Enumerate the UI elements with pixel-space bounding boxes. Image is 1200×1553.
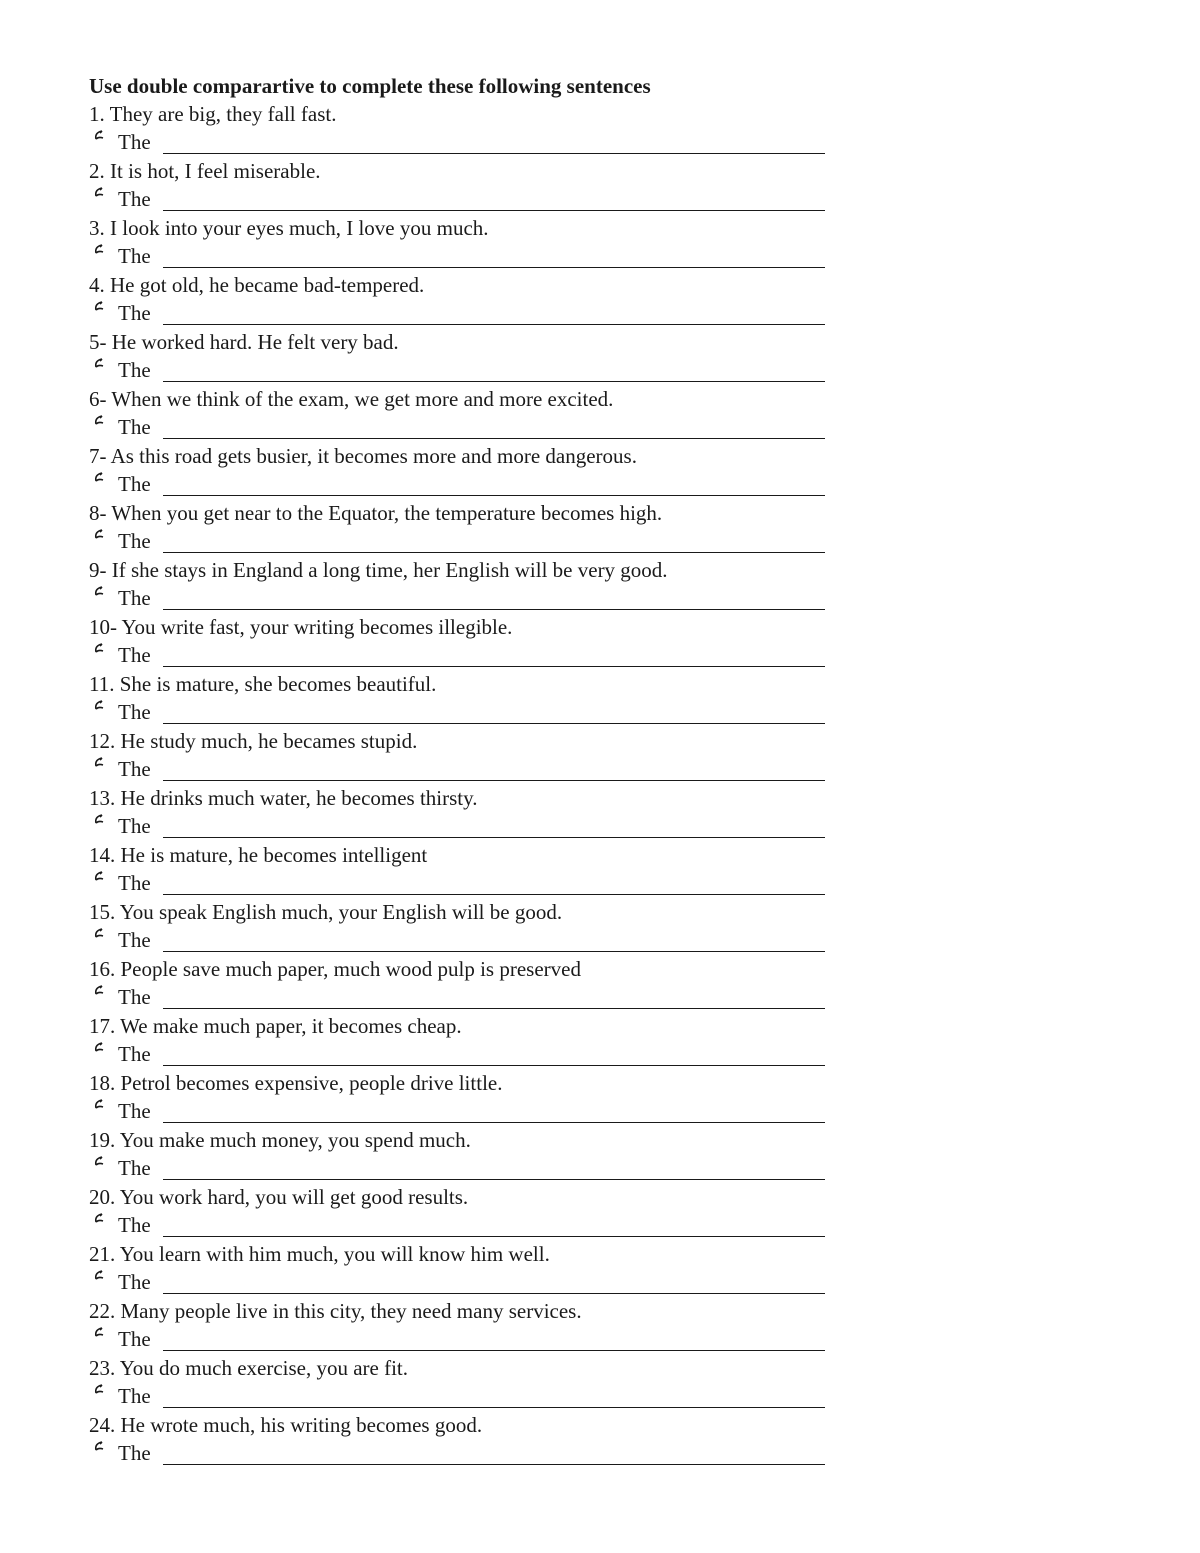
answer-starter: The <box>118 244 151 268</box>
exercise-prompt: 12. He study much, he becames stupid. <box>89 729 418 753</box>
exercise-prompt: 22. Many people live in this city, they need many services. <box>89 1299 582 1323</box>
answer-blank[interactable] <box>163 1464 825 1465</box>
answer-blank[interactable] <box>163 1008 825 1009</box>
worksheet <box>89 72 829 1468</box>
checkmark-bullet-icon <box>93 1098 105 1118</box>
checkmark-bullet-icon <box>93 1269 105 1289</box>
exercise-prompt: 23. You do much exercise, you are fit. <box>89 1356 409 1380</box>
checkmark-bullet-icon <box>93 642 105 662</box>
exercise-prompt: 9- If she stays in England a long time, her English will be very good. <box>89 558 668 582</box>
answer-starter: The <box>118 1270 151 1294</box>
exercise-prompt: 13. He drinks much water, he becomes thirsty. <box>89 786 478 810</box>
answer-starter: The <box>118 643 151 667</box>
exercise-item <box>89 1240 829 1297</box>
checkmark-bullet-icon <box>93 357 105 377</box>
answer-starter: The <box>118 1156 151 1180</box>
answer-blank[interactable] <box>163 153 825 154</box>
answer-blank[interactable] <box>163 324 825 325</box>
exercise-item <box>89 442 829 499</box>
answer-starter: The <box>118 358 151 382</box>
checkmark-bullet-icon <box>93 414 105 434</box>
answer-blank[interactable] <box>163 1179 825 1180</box>
answer-starter: The <box>118 814 151 838</box>
answer-line <box>89 413 829 442</box>
answer-line <box>89 1382 829 1411</box>
checkmark-bullet-icon <box>93 585 105 605</box>
exercise-item <box>89 100 829 157</box>
exercise-list <box>89 100 829 1468</box>
checkmark-bullet-icon <box>93 927 105 947</box>
answer-blank[interactable] <box>163 1122 825 1123</box>
answer-starter: The <box>118 1327 151 1351</box>
checkmark-bullet-icon <box>93 1383 105 1403</box>
exercise-item <box>89 499 829 556</box>
answer-starter: The <box>118 757 151 781</box>
answer-starter: The <box>118 130 151 154</box>
checkmark-bullet-icon <box>93 813 105 833</box>
answer-starter: The <box>118 187 151 211</box>
checkmark-bullet-icon <box>93 300 105 320</box>
answer-line <box>89 242 829 271</box>
answer-blank[interactable] <box>163 381 825 382</box>
answer-starter: The <box>118 586 151 610</box>
answer-blank[interactable] <box>163 894 825 895</box>
exercise-prompt: 18. Petrol becomes expensive, people drive little. <box>89 1071 503 1095</box>
answer-line <box>89 1325 829 1354</box>
answer-starter: The <box>118 301 151 325</box>
exercise-item <box>89 784 829 841</box>
exercise-item <box>89 898 829 955</box>
exercise-item <box>89 1411 829 1468</box>
exercise-prompt: 19. You make much money, you spend much. <box>89 1128 471 1152</box>
exercise-item <box>89 1012 829 1069</box>
checkmark-bullet-icon <box>93 984 105 1004</box>
exercise-prompt: 2. It is hot, I feel miserable. <box>89 159 321 183</box>
answer-line <box>89 983 829 1012</box>
answer-line <box>89 755 829 784</box>
exercise-prompt: 24. He wrote much, his writing becomes good. <box>89 1413 483 1437</box>
checkmark-bullet-icon <box>93 1440 105 1460</box>
exercise-item <box>89 955 829 1012</box>
answer-blank[interactable] <box>163 609 825 610</box>
checkmark-bullet-icon <box>93 528 105 548</box>
answer-line <box>89 584 829 613</box>
answer-line <box>89 926 829 955</box>
checkmark-bullet-icon <box>93 471 105 491</box>
exercise-item <box>89 214 829 271</box>
exercise-prompt: 7- As this road gets busier, it becomes more and more dangerous. <box>89 444 637 468</box>
exercise-prompt: 6- When we think of the exam, we get more and more excited. <box>89 387 614 411</box>
answer-blank[interactable] <box>163 780 825 781</box>
answer-starter: The <box>118 700 151 724</box>
answer-starter: The <box>118 928 151 952</box>
checkmark-bullet-icon <box>93 1155 105 1175</box>
answer-blank[interactable] <box>163 723 825 724</box>
exercise-prompt: 5- He worked hard. He felt very bad. <box>89 330 399 354</box>
worksheet-title: Use double comparartive to complete these following sentences <box>89 74 651 98</box>
answer-blank[interactable] <box>163 1293 825 1294</box>
answer-starter: The <box>118 985 151 1009</box>
answer-starter: The <box>118 1099 151 1123</box>
checkmark-bullet-icon <box>93 186 105 206</box>
exercise-item <box>89 1069 829 1126</box>
answer-blank[interactable] <box>163 837 825 838</box>
answer-starter: The <box>118 529 151 553</box>
exercise-item <box>89 613 829 670</box>
exercise-item <box>89 328 829 385</box>
answer-line <box>89 185 829 214</box>
answer-starter: The <box>118 1213 151 1237</box>
answer-line <box>89 641 829 670</box>
answer-blank[interactable] <box>163 951 825 952</box>
exercise-prompt: 4. He got old, he became bad-tempered. <box>89 273 425 297</box>
exercise-prompt: 10- You write fast, your writing becomes illegible. <box>89 615 513 639</box>
checkmark-bullet-icon <box>93 1212 105 1232</box>
answer-blank[interactable] <box>163 1407 825 1408</box>
exercise-prompt: 15. You speak English much, your English will be good. <box>89 900 563 924</box>
exercise-prompt: 17. We make much paper, it becomes cheap. <box>89 1014 462 1038</box>
answer-blank[interactable] <box>163 1350 825 1351</box>
answer-line <box>89 1154 829 1183</box>
exercise-item <box>89 1126 829 1183</box>
answer-line <box>89 128 829 157</box>
checkmark-bullet-icon <box>93 129 105 149</box>
answer-blank[interactable] <box>163 552 825 553</box>
exercise-item <box>89 670 829 727</box>
exercise-prompt: 3. I look into your eyes much, I love you much. <box>89 216 489 240</box>
checkmark-bullet-icon <box>93 699 105 719</box>
answer-line <box>89 812 829 841</box>
answer-starter: The <box>118 1441 151 1465</box>
answer-blank[interactable] <box>163 438 825 439</box>
checkmark-bullet-icon <box>93 243 105 263</box>
exercise-item <box>89 841 829 898</box>
answer-starter: The <box>118 415 151 439</box>
checkmark-bullet-icon <box>93 1326 105 1346</box>
exercise-prompt: 11. She is mature, she becomes beautiful. <box>89 672 437 696</box>
answer-line <box>89 1040 829 1069</box>
answer-line <box>89 1268 829 1297</box>
exercise-item <box>89 157 829 214</box>
exercise-prompt: 21. You learn with him much, you will know him well. <box>89 1242 550 1266</box>
answer-blank[interactable] <box>163 666 825 667</box>
exercise-item <box>89 271 829 328</box>
answer-line <box>89 869 829 898</box>
answer-blank[interactable] <box>163 495 825 496</box>
answer-blank[interactable] <box>163 210 825 211</box>
answer-blank[interactable] <box>163 1065 825 1066</box>
exercise-item <box>89 1297 829 1354</box>
checkmark-bullet-icon <box>93 870 105 890</box>
exercise-prompt: 20. You work hard, you will get good results. <box>89 1185 469 1209</box>
answer-starter: The <box>118 1384 151 1408</box>
checkmark-bullet-icon <box>93 756 105 776</box>
answer-line <box>89 527 829 556</box>
answer-starter: The <box>118 472 151 496</box>
answer-line <box>89 1439 829 1468</box>
checkmark-bullet-icon <box>93 1041 105 1061</box>
exercise-item <box>89 727 829 784</box>
answer-line <box>89 356 829 385</box>
answer-blank[interactable] <box>163 267 825 268</box>
exercise-prompt: 14. He is mature, he becomes intelligent <box>89 843 428 867</box>
answer-starter: The <box>118 1042 151 1066</box>
exercise-item <box>89 556 829 613</box>
answer-line <box>89 698 829 727</box>
answer-starter: The <box>118 871 151 895</box>
exercise-item <box>89 1354 829 1411</box>
exercise-prompt: 8- When you get near to the Equator, the temperature becomes high. <box>89 501 663 525</box>
answer-line <box>89 1097 829 1126</box>
exercise-prompt: 16. People save much paper, much wood pulp is preserved <box>89 957 581 981</box>
answer-line <box>89 1211 829 1240</box>
exercise-item <box>89 1183 829 1240</box>
exercise-prompt: 1. They are big, they fall fast. <box>89 102 337 126</box>
answer-line <box>89 299 829 328</box>
answer-line <box>89 470 829 499</box>
exercise-item <box>89 385 829 442</box>
answer-blank[interactable] <box>163 1236 825 1237</box>
